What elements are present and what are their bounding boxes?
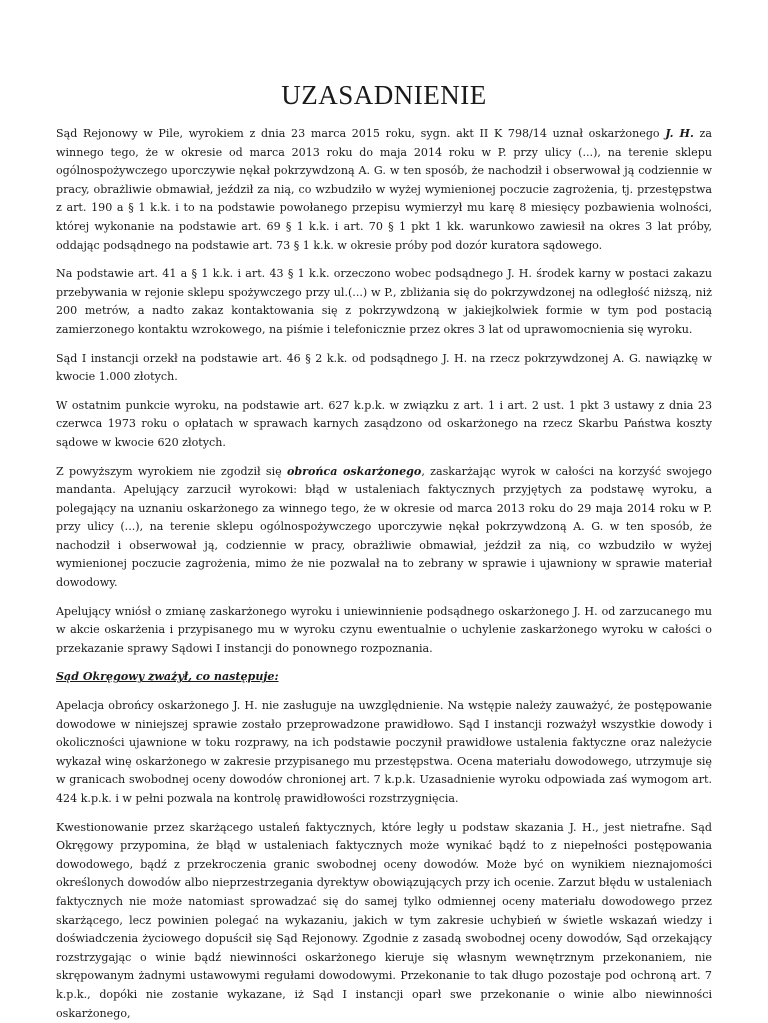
paragraph-compensation: Sąd I instancji orzekł na podstawie art. 46 § 2 k.k. od podsądnego J. H. na rzecz pokrzywdzonej A. G. nawiązkę w kwocie 1.000 złotych. <box>56 351 712 384</box>
paragraph-appeal-request: Apelujący wniósł o zmianę zaskarżonego wyroku i uniewinnienie podsądnego oskarżonego J. H. od zarzucanego mu w akcie oskarżenia i przypisanego mu w wyroku czynu ewentualnie o uchylenie zaskarżonego wyroku w całości o przekazanie sprawy Sądowi I instancji do ponownego rozpoznania. <box>56 604 712 655</box>
paragraph-costs: W ostatnim punkcie wyroku, na podstawie art. 627 k.p.k. w związku z art. 1 i art. 2 ust. 1 pkt 3 ustawy z dnia 23 czerwca 1973 roku o opłatach w sprawach karnych zasądzono od oskarżonego na rzecz Skarbu Państwa koszty sądowe w kwocie 620 złotych. <box>56 398 712 449</box>
defendant-name: J. H. <box>665 127 694 140</box>
paragraph-appeal-text-c: , zaskarżając wyrok w całości na korzyść swojego mandanta. Apelujący zarzucił wyrokowi: błąd w ustaleniach faktycznych przyjętych za podstawę wyroku, a polegający na uznaniu oskarżonego za winnego tego, że w okresie od marca 2013 roku do 29 maja 2014 roku w P. przy ulicy (...), na terenie sklepu ogólnospożywczego uporczywie nękał pokrzywdzoną A. G. w ten sposób, że nachodził i obserwował ją, codziennie w pracy, obrażliwie obmawiał, jeździł za nią, co wzbudziło w wyżej wymienionej poczucie zagrożenia, mimo że nie pozwalał na to zebrany w sprawie i ujawniony w sprawie materiał dowodowy. <box>56 464 712 590</box>
paragraph-appeal-assessment: Apelacja obrońcy oskarżonego J. H. nie zasługuje na uwzględnienie. Na wstępie należy zauważyć, że postępowanie dowodowe w niniejszej sprawie zostało przeprowadzone prawidłowo. Sąd I instancji rozważył wszystkie dowody i okoliczności ujawnione w toku rozprawy, na ich podstawie poczynił prawidłowe ustalenia faktyczne oraz należycie wykazał winę oskarżonego w zakresie przypisanego mu przestępstwa. Ocena materiału dowodowego, utrzymuje się w granicach swobodnej oceny dowodów chronionej art. 7 k.p.k. Uzasadnienie wyroku odpowiada zaś wymogom art. 424 k.p.k. i w pełni pozwala na kontrolę prawidłowości rozstrzygnięcia. <box>56 699 712 805</box>
paragraph-verdict-text-c: za winnego tego, że w okresie od marca 2013 roku do maja 2014 roku w P. przy ulicy (...), na terenie sklepu ogólnospożywczego uporczywie nękał pokrzywdzoną A. G. w ten sposób, że nachodził i obserwował ją codziennie w pracy, obrażliwie obmawiał, jeździł za nią, co wzbudziło w wyżej wymienionej poczucie zagrożenia, tj. przestępstwa z art. 190 a § 1 k.k. i to na podstawie powołanego przepisu wymierzył mu karę 8 miesięcy pozbawienia wolności, której wykonanie na podstawie art. 69 § 1 k.k. i art. 70 § 1 pkt 1 kk. warunkowo zawiesił na okres 3 lat próby, oddając podsądnego na podstawie art. 73 § 1 k.k. w okresie próby pod dozór kuratora sądowego. <box>56 127 712 252</box>
paragraph-appeal <box>56 463 712 593</box>
paragraph-appeal-text-a: Z powyższym wyrokiem nie zgodził się <box>56 464 287 478</box>
document-title: UZASADNIENIE <box>281 80 487 110</box>
paragraph-verdict-text-a: Sąd Rejonowy w Pile, wyrokiem z dnia 23 marca 2015 roku, sygn. akt II K 798/14 uznał oskarżonego <box>56 127 666 140</box>
defense-counsel: obrońca oskarżonego <box>286 464 422 478</box>
paragraph-verdict <box>56 125 712 255</box>
paragraph-fact-findings: Kwestionowanie przez skarżącego ustaleń faktycznych, które legły u podstaw skazania J. H., jest nietrafne. Sąd Okręgowy przypomina, że błąd w ustaleniach faktycznych może wynikać bądź to z niepełności postępowania dowodowego, bądź z przekroczenia granic swobodnej oceny dowodów. Może być on wynikiem nieznajomości określonych dowodów albo nieprzestrzegania dyrektyw obowiązujących przy ich ocenie. Zarzut błędu w ustaleniach faktycznych nie może natomiast sprowadzać się do samej tylko odmiennej oceny materiału dowodowego przez skarżącego, lecz powinien polegać na wykazaniu, jakich w tym zakresie uchybień w świetle wskazań wiedzy i doświadczenia życiowego dopuścił się Sąd Rejonowy. Zgodnie z zasadą swobodnej oceny dowodów, Sąd orzekający rozstrzygając o winie bądź niewinności oskarżonego kieruje się własnym wewnętrznym przekonaniem, nie skrępowanym żadnymi ustawowymi regułami dowodowymi. Przekonanie to tak długo pozostaje pod ochroną art. 7 k.p.k., dopóki nie zostanie wykazane, iż Sąd I instancji oparł swe przekonanie o winie albo niewinności oskarżonego, <box>56 820 712 1020</box>
section-heading: Sąd Okręgowy zważył, co następuje: <box>56 670 279 684</box>
paragraph-penal-measure: Na podstawie art. 41 a § 1 k.k. i art. 43 § 1 k.k. orzeczono wobec podsądnego J. H. środek karny w postaci zakazu przebywania w rejonie sklepu spożywczego przy ul.(...) w P., zbliżania się do pokrzywdzonej na odległość niższą, niż 200 metrów, a nadto zakaz kontaktowania się z pokrzywdzoną w jakiejkolwiek formie w tym pod postacią zamierzonego kontaktu wzrokowego, na piśmie i telefonicznie przez okres 3 lat od uprawomocnienia się wyroku. <box>56 267 712 336</box>
